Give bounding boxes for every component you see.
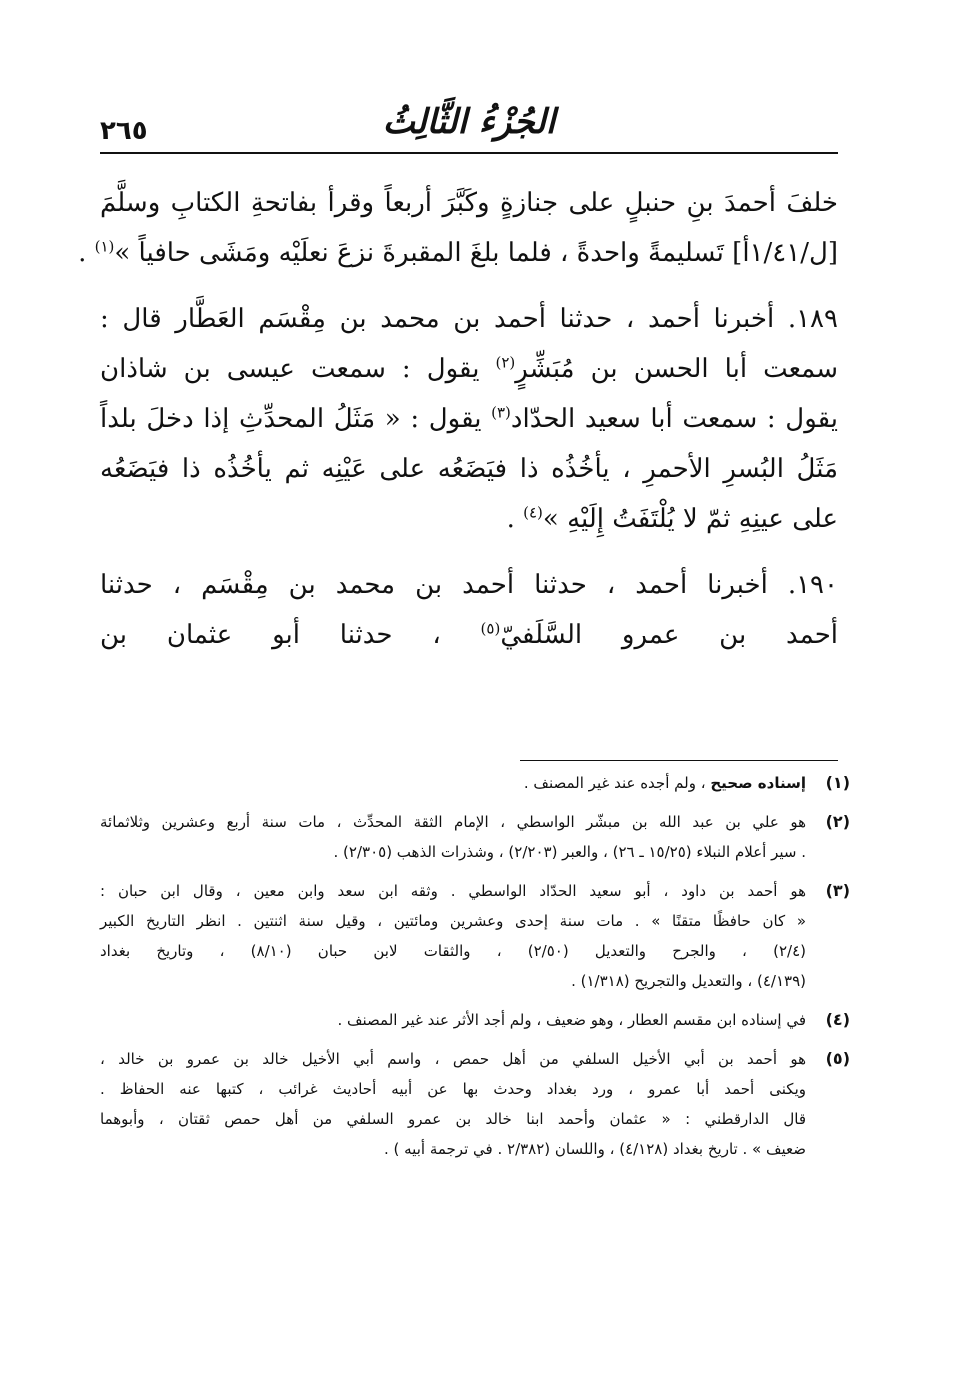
footnote-line: (٤/١٣٩) ، والتعديل والتجريح (١/٣١٨) . xyxy=(571,972,806,990)
text-line: [ل/١/٤١أ] تَسليمةً واحدةً ، فلما بلغَ المقبرةَ نزعَ نعلَيْه ومَشَى حافياً »$^{(١)}$ . xyxy=(78,237,838,268)
footnote-2 xyxy=(100,807,850,867)
page-title: الجُزْءُ الثَّالِثُ xyxy=(382,102,556,142)
footnote-line: هو أحمد بن داود ، أبو سعيد الحدّاد الواسطي . وثقه ابن سعد وابن معين ، وقال ابن حبان : xyxy=(100,882,806,900)
footnote-line: (٢/٤) ، والجرح والتعديل (٢/٥٠) ، والثقات لابن حبان (٨/١٠) ، وتاريخ بغداد xyxy=(100,942,806,960)
main-text xyxy=(78,178,839,660)
text-line: مَثَلُ البُسرِ الأحمرِ ، يأخُذُه ذا فيَضَعُه على عَيْنِه ثم يأخُذُه ذا فيَضَعُه xyxy=(100,454,838,484)
footnote-number: (٤) xyxy=(825,1010,850,1029)
text-line: يقول : سمعت أبا سعيد الحدّاد$^{(٣)}$ يقول : « مَثَلُ المحدِّثِ إذا دخلَ بلداً xyxy=(100,403,839,434)
page-number: ٢٦٥ xyxy=(100,116,148,146)
footnote-number: (٥) xyxy=(825,1049,850,1068)
header-rule xyxy=(100,152,838,154)
text-line: أحمد بن عمرو السَّلَفيّ$^{(٥)}$ ، حدثنا أبو عثمان بن xyxy=(100,619,839,650)
footnote-4 xyxy=(100,1005,850,1035)
footnote-ref: (٣) xyxy=(491,403,511,422)
footnote-ref: (٢) xyxy=(495,353,516,372)
footnotes xyxy=(100,768,850,1173)
footnote-number: (٣) xyxy=(825,881,850,900)
hadith-190-line: ١٩٠. أخبرنا أحمد ، حدثنا أحمد بن محمد بن مِقْسَم ، حدثنا xyxy=(100,570,838,600)
footnote-1 xyxy=(100,768,850,798)
footnote-line: هو أحمد بن أبي الأخيل السلفي من أهل حمص ، واسم أبي الأخيل خالد بن عمرو بن خالد ، xyxy=(100,1050,806,1068)
text-line: خلفَ أحمدَ بنِ حنبلٍ على جنازةٍ وكَبَّرَ أربعاً وقرأ بفاتحةِ الكتابِ وسلَّمَ xyxy=(100,188,838,218)
footnote-number: (٢) xyxy=(825,812,850,831)
footnote-number: (١) xyxy=(825,773,850,792)
footnote-line: ضعيف » . تاريخ بغداد (٤/١٢٨) ، واللسان (٢/٣٨٢ . في ترجمة أبيه ) . xyxy=(383,1140,806,1158)
hadith-189-line: ١٨٩. أخبرنا أحمد ، حدثنا أحمد بن محمد بن مِقْسَم العَطَّار قال : xyxy=(100,304,838,334)
footnote-ref: (١) xyxy=(94,237,115,256)
footnote-ref: (٥) xyxy=(480,619,501,638)
footnote-line: في إسناده ابن مقسم العطار ، وهو ضعيف ، ولم أجد الأثر عند غير المصنف . xyxy=(337,1011,806,1029)
footnote-3 xyxy=(100,876,850,996)
footnote-line: « كان حافظًا متقنًا » . مات سنة إحدى وعشرين ومائتين ، وقيل سنة اثنتين . انظر التاريخ الكبير xyxy=(100,912,806,930)
footnote-line: . سير أعلام النبلاء (١٥/٢٥ ـ ٢٦) ، والعبر (٢/٢٠٣) ، وشذرات الذهب (٢/٣٠٥) . xyxy=(333,843,806,861)
footnote-5 xyxy=(100,1044,850,1164)
text-line: سمعت أبا الحسن بن مُبَشِّرٍ$^{(٢)}$ يقول : سمعت عيسى بن شاذان xyxy=(100,353,838,384)
text-line: على عينِهِ ثمّ لا يُلْتَفَتُ إِلَيْهِ »$^{(٤)}$ . xyxy=(506,503,838,534)
footnote-separator xyxy=(520,760,838,761)
footnote-line: هو علي بن عبد الله بن مبشّر الواسطي ، الإمام الثقة المحدِّث ، مات سنة أربع وعشرين وثلاثمائة xyxy=(100,813,806,831)
footnote-line: إسناده صحيح ، ولم أجده عند غير المصنف . xyxy=(523,774,806,792)
footnote-line: ويكنى أحمد أبا عمرو ، ورد بغداد وحدث بها عن أبيه أحاديث غرائب ، كتبها عنه الحفاظ . xyxy=(100,1080,806,1098)
page-header xyxy=(100,98,838,154)
footnote-line: قال الدارقطني : « عثمان وأحمد ابنا خالد بن عمرو السلفي من أهل حمص ثقتان ، وأبوهما xyxy=(100,1110,806,1128)
footnote-ref: (٤) xyxy=(523,503,543,522)
